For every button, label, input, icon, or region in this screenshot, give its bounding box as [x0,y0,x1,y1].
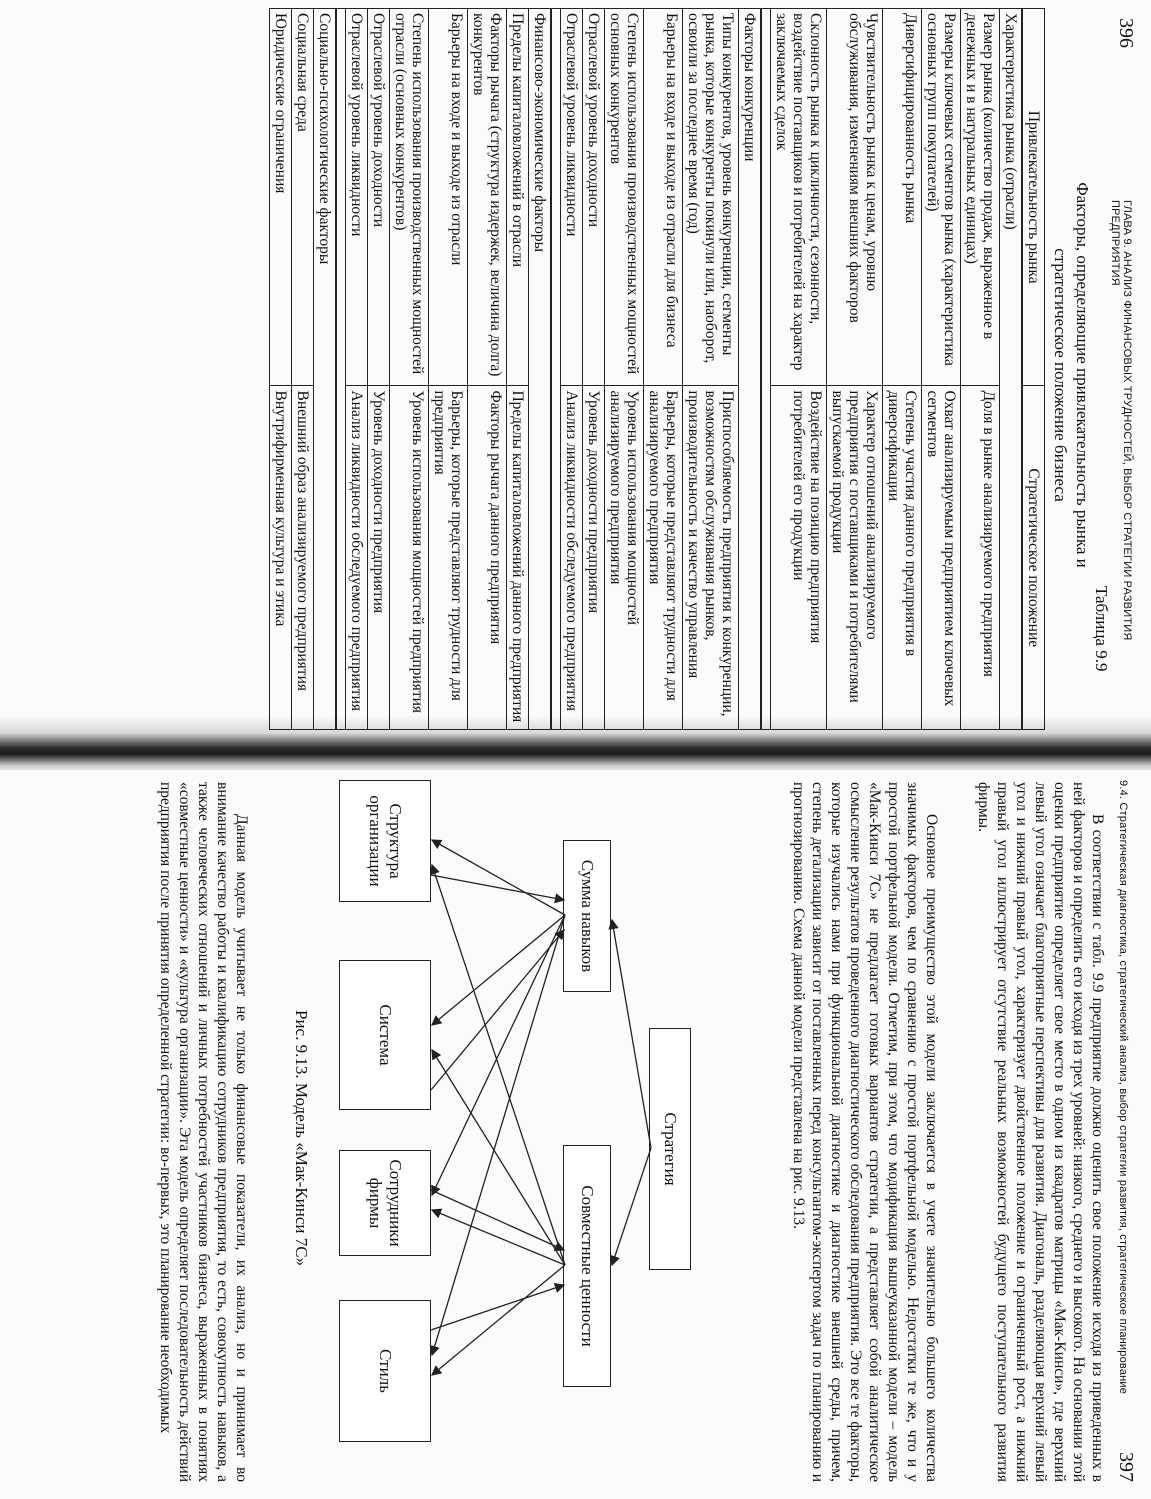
box-shared-values: Совместные ценности [563,1145,611,1387]
cell-market-attractiveness: Барьеры на входе и выходе из отрасли [429,9,468,386]
cell-strategic-position: Барьеры, которые представляют трудности для анализируемого предприятия [644,386,683,730]
cell-strategic-position: Характер отношений анализируемого предприятия с поставщиками и потребителями выпускаемой продукции [827,386,883,730]
cell-market-attractiveness: Барьеры на входе и выходе из отрасли для бизнеса [644,9,683,386]
paragraph-1: В соответствии с табл. 9.9 предприятие должно оценить свое положение исходя из приведенных в ней факторов и определить его исходя из трех уровней: низкого, среднего и высокого. На основании этой оценки предприятие определяет свое место в одном из квадратов матрицы «Мак-Кинси», где верхний левый угол означает благоприятные перспективы для развития. Диагональ, разделяющая верхний левый угол и нижний правый угол, характеризует двойственное положение и ограниченный рост, а нижний правый угол иллюстрирует отсутствие реальных возможностей будущего поступательного развития фирмы. [975,782,1106,1482]
cell-market-attractiveness: Отраслевой уровень ликвидности [346,9,368,386]
cell-market-attractiveness: Юридические ограничения [270,9,292,386]
cell-strategic-position: Степень участия данного предприятия в диверсификации [883,386,922,730]
section-title: Финансово-экономические факторы [529,9,552,730]
section-row [529,9,552,730]
arrow-values-staff [432,1210,565,1265]
arrow-structure-skills [431,875,564,900]
table-row [390,9,429,730]
section-spacer-cell [336,9,346,730]
box-style: Стиль [339,1300,431,1442]
cell-market-attractiveness: Чувствительность рынка к ценам, уровню обслуживания, изменениям внешних факторов [827,9,883,386]
figure-caption: Рис. 9.13. Модель «Мак-Кинси 7С» [292,1010,311,1267]
cell-strategic-position: Охват анализируемым предприятием ключевых сегментов [922,386,961,730]
cell-market-attractiveness: Отраслевой уровень доходности [368,9,390,386]
table-9-9 [269,8,1045,730]
cell-market-attractiveness: Социальная среда [292,9,314,386]
table-row [346,9,368,730]
section-title: Факторы конкуренции [739,9,762,730]
section-spacer [551,9,561,730]
table-row [683,9,739,730]
cell-strategic-position: Пределы капиталовложений данного предприятия [507,386,529,730]
cell-strategic-position: Барьеры, которые представляют трудности для предприятия [429,386,468,730]
arrow-values-style [432,1265,565,1375]
table-row [507,9,529,730]
cell-market-attractiveness: Степень использования производственных мощностей отрасли (основных конкурентов) [390,9,429,386]
cell-strategic-position: Уровень доходности предприятия [583,386,605,730]
table-row [827,9,883,730]
cell-strategic-position: Факторы рычага данного предприятия [468,386,507,730]
section-spacer-cell [761,9,771,730]
cell-strategic-position: Анализ ликвидности обследуемого предприятия [561,386,583,730]
table-row [468,9,507,730]
cell-market-attractiveness: Пределы капиталовложений в отрасли [507,9,529,386]
cell-market-attractiveness: Отраслевой уровень ликвидности [561,9,583,386]
table-row [883,9,922,730]
cell-strategic-position: Уровень использования мощностей предприятия [390,386,429,730]
box-staff: Сотрудники фирмы [339,1150,431,1256]
cell-market-attractiveness: Склонность рынка к цикличности, сезонности, воздействие поставщиков и потребителей на характер заключаемых сделок [771,9,827,386]
col-header-attractiveness: Привлекательность рынка [1022,9,1045,386]
arrow-staff-values [431,1190,564,1250]
section-spacer [761,9,771,730]
paragraph-3: Данная модель учитывает не только финансовые показатели, их анализ, но и принимает во внимание качество работы и квалификацию сотрудников предприятия, то есть, совокупность навыков, а также человеческих отношений и личных потребностей участников бизнеса, выраженных в понятиях «совместные ценности» и «культура организации». Эта модель определяет последовательность действий предприятия после принятия определенной стратегии: во-первых, это планирование необходимых [157,782,250,1482]
table-row [922,9,961,730]
cell-market-attractiveness: Отраслевой уровень доходности [583,9,605,386]
arrow-skills-style [432,915,565,1355]
cell-market-attractiveness: Типы конкурентов, уровень конкуренции, сегменты рынка, которые конкуренты покинули или, наоборот, освоили за последнее время (год) [683,9,739,386]
paragraph-2: Основное преимущество этой модели заключается в учете значительно большего количества значимых факторов, чем по сравнению с простой портфельной моделью. Недостатки те же, что и у простой портфельной модели. Отметим, при этом, что модификация вышеуказанной модели – модель «Мак-Кинси 7С» не предлагает готовых вариантов стратегии, а представляет собой аналитическое осмысление результатов проведенного диагностического обследования предприятия. Это все те факторы, которые изучались нами при функциональной диагностике и диагностике внешней среды, причем, степень детализации зависит от поставленных перед консультантом-экспертом задач по планированию и прогнозированию. Схема данной модели представлена на рис. 9.13. [790,782,940,1482]
table-row [561,9,583,730]
left-page-content [0,0,1151,730]
arrow-skills-structure [432,840,565,915]
right-page-content [0,770,1151,1499]
table-row [771,9,827,730]
table-title [1049,40,1093,710]
running-head: ГЛАВА 9. АНАЛИЗ ФИНАНСОВЫХ ТРУДНОСТЕЙ, ВЫБОР СТРАТЕГИИ РАЗВИТИЯ ПРЕДПРИЯТИЯ [1109,200,1133,641]
section-spacer [336,9,346,730]
table-row [292,9,314,730]
table-row [583,9,605,730]
col-header-strategic-position: Стратегическое положение [1022,386,1045,730]
page-number: 396 [1115,18,1137,48]
table-title-line1: Факторы, определяющие привлекательность рынка и [1073,182,1092,568]
table-row [429,9,468,730]
cell-strategic-position: Внешний образ анализируемого предприятия [292,386,314,730]
section-row [1000,9,1023,730]
page-number: 397 [1115,1452,1137,1482]
cell-strategic-position: Воздействие на позицию предприятия потребителей его продукции [771,386,827,730]
cell-market-attractiveness: Факторы рычага (структура издержек, величина долга) конкурентов [468,9,507,386]
table-caption: Таблица 9.9 [1092,586,1111,672]
section-title: Характеристика рынка (отрасли) [1000,9,1023,730]
cell-strategic-position: Внутрифирменная культура и этика [270,386,292,730]
cell-strategic-position: Анализ ликвидности обследуемого предприятия [346,386,368,730]
section-title: Социально-психологические факторы [314,9,337,730]
running-head: 9.4. Стратегическая диагностика, стратегический анализ, выбор стратегии развития, стратегическое планирование [1117,780,1129,1395]
cell-strategic-position: Уровень доходности предприятия [368,386,390,730]
box-structure: Структура организации [339,780,431,902]
box-system: Система [339,960,431,1110]
cell-market-attractiveness: Размер рынка (количество продаж, выраженное в денежных и в натуральных единицах) [961,9,1000,386]
arrow-strategy-values [612,1148,651,1265]
cell-market-attractiveness: Диверсифицированность рынка [883,9,922,386]
box-strategy: Стратегия [649,1028,691,1270]
cell-market-attractiveness: Степень использования производственных мощностей основных конкурентов [605,9,644,386]
cell-strategic-position: Приспособляемость предприятия к конкуренции, возможностям обслуживания рынков, производительность и качество управления [683,386,739,730]
table-header-row [1022,9,1045,730]
table-row [368,9,390,730]
table-row [605,9,644,730]
cell-strategic-position: Уровень использования мощностей анализируемого предприятия [605,386,644,730]
section-row [314,9,337,730]
arrow-strategy-skills [612,920,651,1148]
table-row [961,9,1000,730]
arrow-skills-staff [432,915,565,1195]
table-row [270,9,292,730]
table-row [644,9,683,730]
cell-market-attractiveness: Размеры ключевых сегментов рынка (характеристика основных групп покупателей) [922,9,961,386]
box-skills: Сумма навыков [563,840,611,992]
section-row [739,9,762,730]
section-spacer-cell [551,9,561,730]
cell-strategic-position: Доля в рынке анализируемого предприятия [961,386,1000,730]
table-title-line2: стратегическое положение бизнеса [1051,248,1070,502]
arrow-values-system [432,1050,565,1265]
